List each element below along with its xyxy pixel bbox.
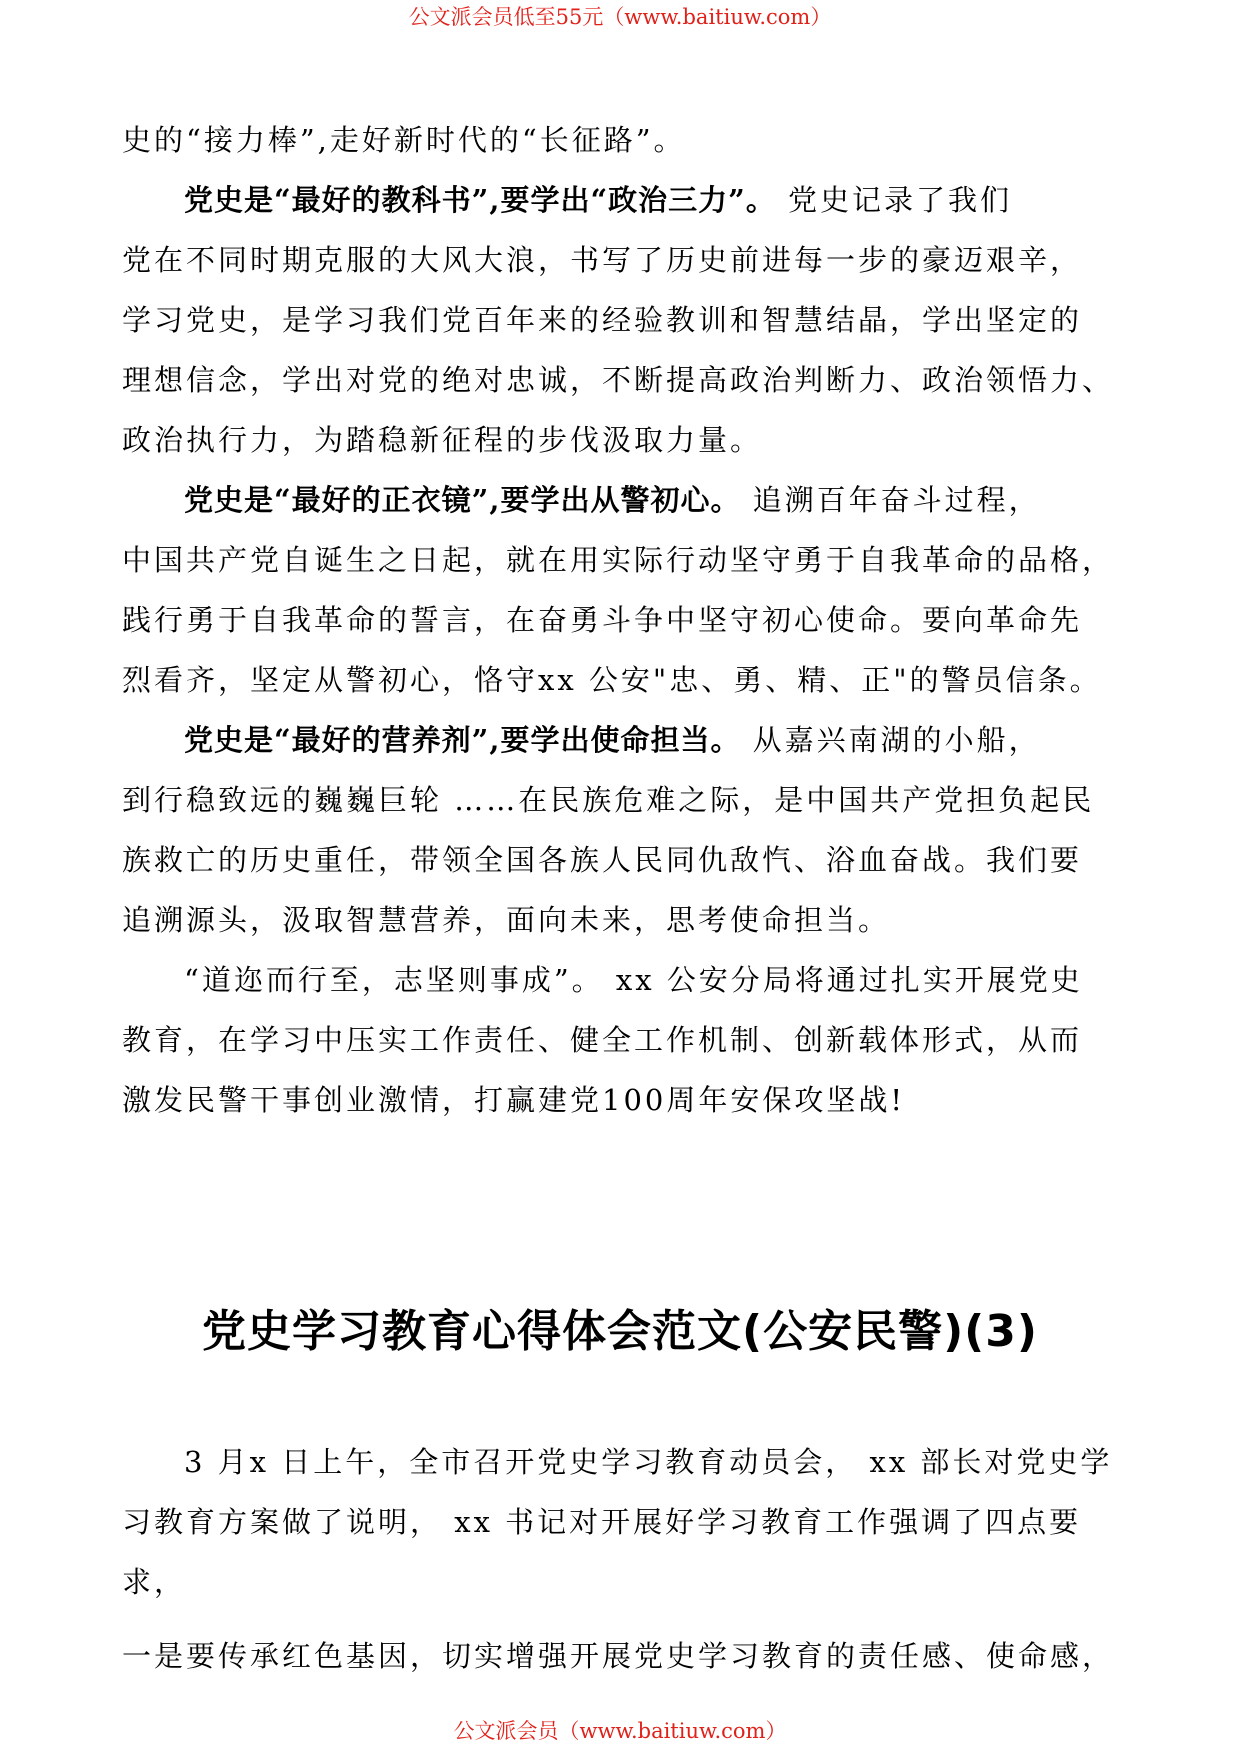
section1-paragraph-3 xyxy=(122,710,1142,950)
paragraph-lead: 党史是“最好的正衣镜”,要学出从警初心。 xyxy=(184,483,741,517)
text-line: 党在不同时期克服的大风大浪，书写了历史前进每一步的豪迈艰辛， xyxy=(122,243,1083,277)
text-line: “道迩而行至，志坚则事成”。 xx 公安分局将通过扎实开展党史 xyxy=(184,963,1083,997)
text-line: 理想信念，学出对党的绝对忠诚，不断提高政治判断力、政治领悟力、 xyxy=(122,363,1115,397)
text-line: 习教育方案做了说明， xx 书记对开展好学习教育工作强调了四点要 xyxy=(122,1505,1082,1539)
text-line: 政治执行力，为踏稳新征程的步伐汲取力量。 xyxy=(122,423,763,457)
paragraph-lead: 党史是“最好的营养剂”,要学出使命担当。 xyxy=(184,723,741,757)
text-line: 族救亡的历史重任，带领全国各族人民同仇敌忾、浴血奋战。我们要 xyxy=(122,843,1083,877)
text-line: 践行勇于自我革命的誓言，在奋勇斗争中坚守初心使命。要向革命先 xyxy=(122,603,1083,637)
section1-paragraph-1 xyxy=(122,170,1142,470)
text-line xyxy=(122,470,1142,530)
section-title: 党史学习教育心得体会范文(公安民警)(3) xyxy=(201,1306,1039,1357)
section2-paragraph-1 xyxy=(122,1432,1142,1612)
header-banner: 公文派会员低至55元（www.baitiuw.com） xyxy=(408,5,832,29)
text-line: 激发民警干事创业激情，打赢建党100周年安保攻坚战! xyxy=(122,1083,906,1117)
footer-banner: 公文派会员（www.baitiuw.com） xyxy=(453,1719,787,1743)
paragraph-text: 追溯百年奋斗过程， xyxy=(740,483,1041,517)
text-line: 史的“接力棒”,走好新时代的“长征路”。 xyxy=(122,123,686,157)
text-line: 烈看齐，坚定从警初心，恪守xx 公安"忠、勇、精、正"的警员信条。 xyxy=(122,663,1102,697)
paragraph-text: 党史记录了我们 xyxy=(775,183,1013,217)
text-line xyxy=(122,710,1142,770)
text-line: 一是要传承红色基因，切实增强开展党史学习教育的责任感、使命感， xyxy=(122,1639,1115,1673)
text-line: 到行稳致远的巍巍巨轮 ……在民族危难之际，是中国共产党担负起民 xyxy=(122,783,1095,817)
text-line: 求， xyxy=(122,1565,187,1599)
text-line: 3 月x 日上午，全市召开党史学习教育动员会， xx 部长对党史学 xyxy=(184,1445,1113,1479)
section1-paragraph-0 xyxy=(122,110,1142,170)
section1-paragraph-2 xyxy=(122,470,1142,710)
paragraph-lead: 党史是“最好的教科书”,要学出“政治三力”。 xyxy=(184,183,776,217)
text-line: 教育，在学习中压实工作责任、健全工作机制、创新载体形式，从而 xyxy=(122,1023,1083,1057)
text-line xyxy=(122,170,1142,230)
text-line: 追溯源头，汲取智慧营养，面向未来，思考使命担当。 xyxy=(122,903,891,937)
paragraph-text: 从嘉兴南湖的小船， xyxy=(740,723,1041,757)
text-line: 中国共产党自诞生之日起，就在用实际行动坚守勇于自我革命的品格， xyxy=(122,543,1115,577)
section1-paragraph-4 xyxy=(122,950,1142,1130)
text-line: 学习党史，是学习我们党百年来的经验教训和智慧结晶，学出坚定的 xyxy=(122,303,1083,337)
section2-paragraph-2 xyxy=(122,1626,1142,1686)
